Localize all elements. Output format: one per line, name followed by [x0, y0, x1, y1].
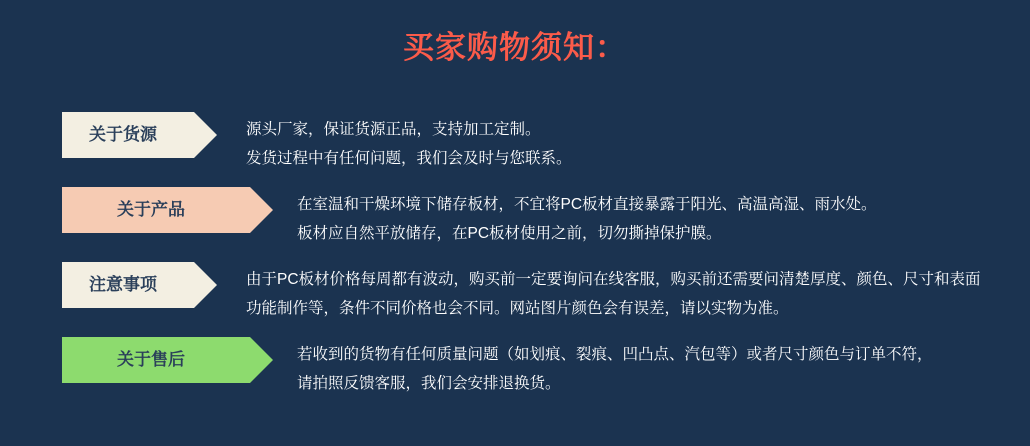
tag-arrow-icon	[250, 337, 273, 383]
body-line: 在室温和干燥环境下储存板材，不宜将PC板材直接暴露于阳光、高温高湿、雨水处。	[297, 196, 877, 213]
body-line: 请拍照反馈客服，我们会安排退换货。	[297, 375, 561, 392]
notice-section-attention	[0, 262, 1030, 323]
section-tag-source	[62, 112, 194, 158]
notice-section-aftersales	[0, 337, 1030, 398]
tag-arrow-icon	[194, 262, 217, 308]
section-tag-label: 关于产品	[117, 200, 185, 219]
section-tag-label: 注意事项	[89, 275, 157, 294]
body-line: 发货过程中有任何问题，我们会及时与您联系。	[246, 150, 572, 167]
section-tag-label: 关于售后	[117, 350, 185, 369]
section-tag-label: 关于货源	[89, 125, 157, 144]
section-tag-aftersales	[62, 337, 250, 383]
tag-arrow-icon	[194, 112, 217, 158]
body-line: 板材应自然平放储存，在PC板材使用之前，切勿撕掉保护膜。	[297, 225, 722, 242]
section-body-attention	[246, 262, 981, 323]
tag-arrow-icon	[250, 187, 273, 233]
body-line: 源头厂家，保证货源正品，支持加工定制。	[246, 121, 541, 138]
notice-sections	[0, 112, 1030, 412]
section-body-source	[246, 112, 572, 173]
notice-section-product	[0, 187, 1030, 248]
body-line: 功能制作等，条件不同价格也会不同。网站图片颜色会有误差，请以实物为准。	[246, 300, 789, 317]
body-line: 若收到的货物有任何质量问题（如划痕、裂痕、凹凸点、汽包等）或者尺寸颜色与订单不符，	[297, 346, 933, 363]
body-line: 由于PC板材价格每周都有波动，购买前一定要询问在线客服，购买前还需要问清楚厚度、颜色、尺寸和表面	[246, 271, 981, 288]
notice-section-source	[0, 112, 1030, 173]
section-body-aftersales	[297, 337, 933, 398]
page-title: 买家购物须知：	[403, 30, 627, 65]
section-tag-attention	[62, 262, 194, 308]
section-tag-product	[62, 187, 250, 233]
section-body-product	[297, 187, 877, 248]
